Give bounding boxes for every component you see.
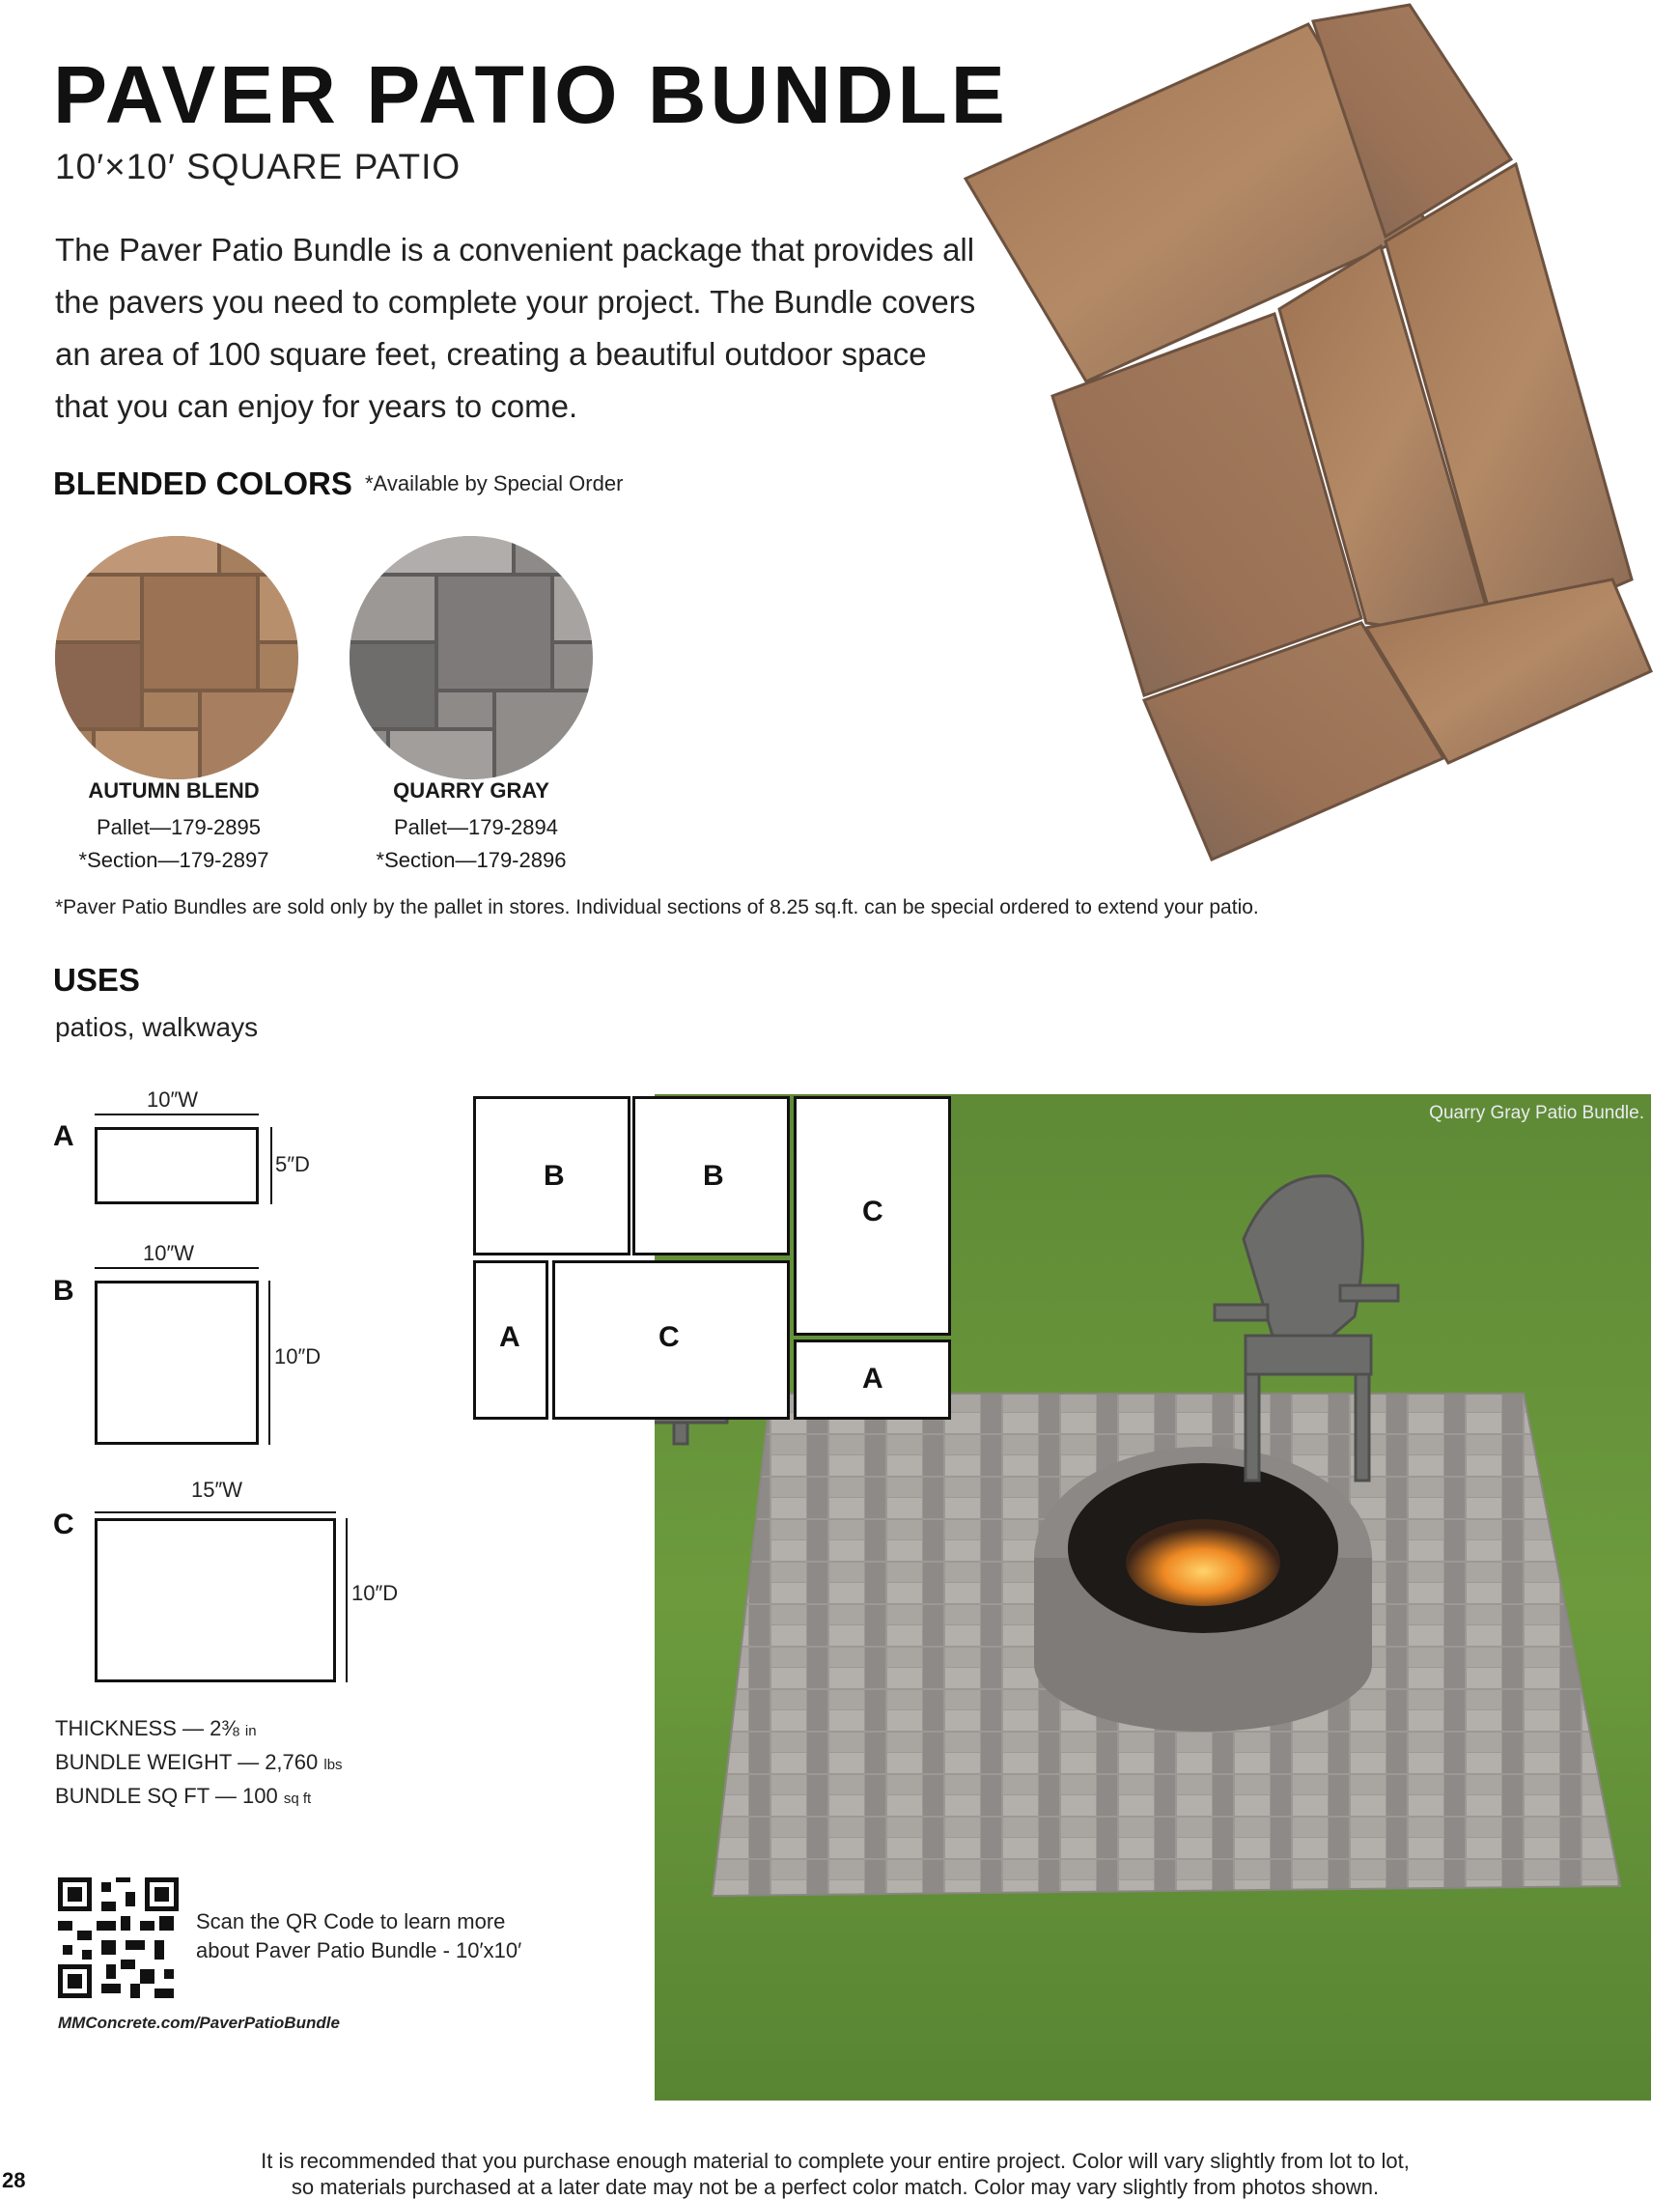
uses-heading: USES [53, 962, 140, 998]
paver-letter: C [53, 1509, 74, 1540]
layout-label: C [658, 1321, 680, 1353]
paver-width: 10″W [143, 1241, 195, 1265]
intro-paragraph: The Paver Patio Bundle is a convenient package that provides all the pavers you need to complete your project. The Bundle covers an area of 100 square feet, creating a beautiful outdoor space that you can enjoy for years to come. [55, 232, 976, 424]
spec-thickness: THICKNESS — 2⅜ in [55, 1716, 257, 1740]
paver-shape [95, 1281, 259, 1445]
autumn-blend-name: AUTUMN BLEND [88, 778, 260, 803]
autumn-blend-pallet: Pallet—179-2895 [96, 815, 261, 839]
spec-bundle-weight: BUNDLE WEIGHT — 2,760 lbs [55, 1750, 343, 1774]
product-url[interactable]: MMConcrete.com/PaverPatioBundle [58, 2014, 340, 2032]
special-order-note: *Available by Special Order [365, 471, 624, 495]
layout-label: B [544, 1160, 565, 1192]
color-variance-note: It is recommended that you purchase enough material to complete your entire project. Color will vary slightly from lot to lot, so materials purchased at a later date may not be a perfect color match. Color may vary slightly from photos shown. [261, 2149, 1410, 2199]
layout-label: B [703, 1160, 724, 1192]
patio-layout-diagram [473, 1094, 956, 1423]
paver-width: 15″W [191, 1478, 243, 1502]
paver-depth: 10″D [351, 1581, 399, 1605]
layout-label: A [862, 1363, 883, 1395]
paver-shape [95, 1127, 259, 1204]
pallet-footnote: *Paver Patio Bundles are sold only by the pallet in stores. Individual sections of 8.25 sq.ft. can be special ordered to extend your patio. [55, 896, 1259, 918]
paver-depth: 10″D [274, 1344, 322, 1368]
paver-letter: A [53, 1120, 74, 1152]
quarry-gray-pallet: Pallet—179-2894 [393, 815, 558, 839]
photo-caption: Quarry Gray Patio Bundle. [1429, 1103, 1644, 1123]
paver-width: 10″W [147, 1087, 199, 1112]
autumn-blend-section: *Section—179-2897 [78, 848, 269, 872]
quarry-gray-section: *Section—179-2896 [376, 848, 567, 872]
page-subtitle: 10′×10′ SQUARE PATIO [55, 147, 462, 186]
hero-paver-image [956, 0, 1680, 879]
paver-letter: B [53, 1275, 74, 1307]
uses-text: patios, walkways [55, 1012, 259, 1042]
page-number: 28 [2, 2168, 26, 2192]
quarry-gray-swatch [350, 536, 593, 779]
blended-colors-heading: BLENDED COLORS [53, 465, 352, 501]
quarry-gray-name: QUARRY GRAY [393, 778, 549, 803]
autumn-blend-swatch [55, 536, 298, 779]
spec-bundle-sqft: BUNDLE SQ FT — 100 sq ft [55, 1784, 312, 1808]
qr-code[interactable] [58, 1877, 179, 1998]
paver-depth: 5″D [275, 1152, 310, 1176]
layout-label: A [499, 1321, 520, 1353]
page-title: PAVER PATIO BUNDLE [53, 49, 1009, 140]
layout-label: C [862, 1196, 883, 1227]
qr-caption: Scan the QR Code to learn more about Paver Patio Bundle - 10′x10′ [196, 1909, 522, 1962]
paver-shape [95, 1518, 336, 1682]
